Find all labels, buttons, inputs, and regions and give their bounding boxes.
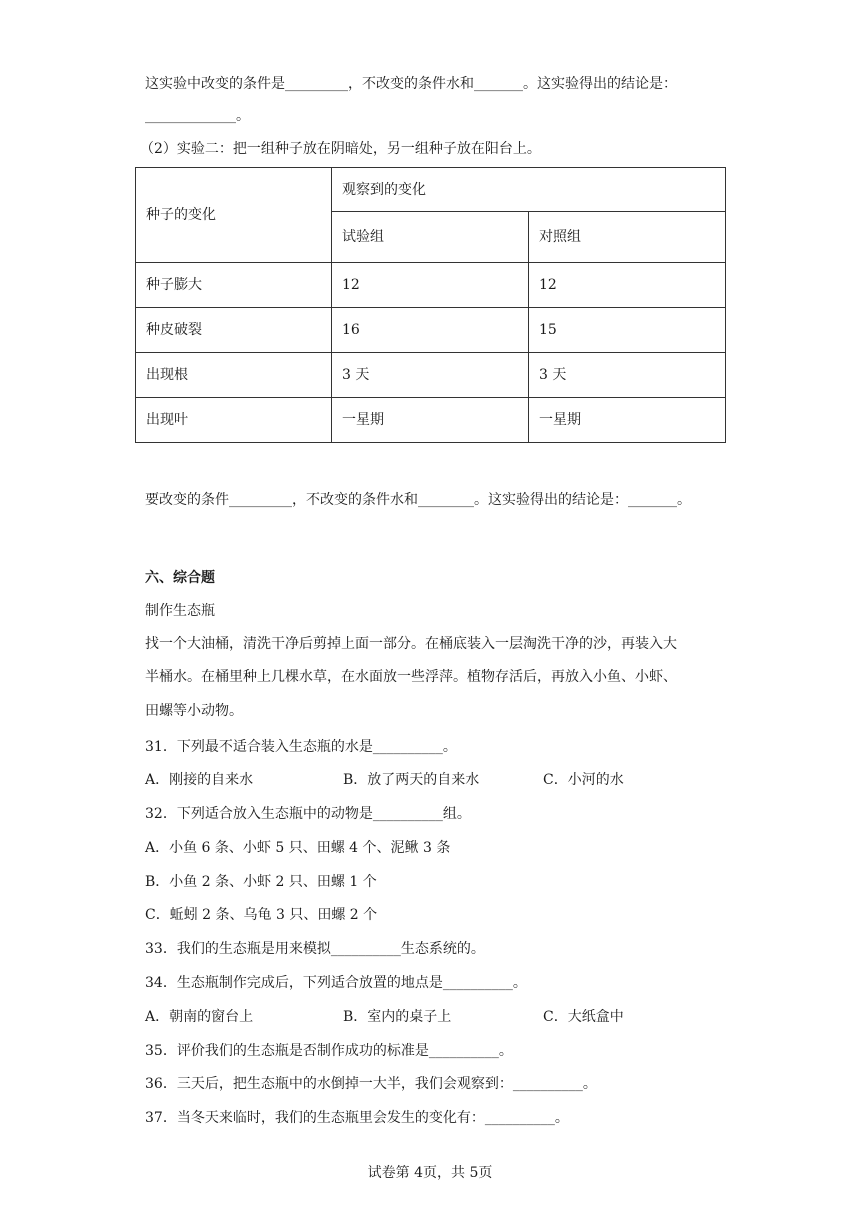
question-31: 31．下列最不适合装入生态瓶的水是__________。 bbox=[145, 739, 457, 755]
question-34: 34．生态瓶制作完成后，下列适合放置的地点是__________。 bbox=[145, 975, 527, 991]
table-col-control: 对照组 bbox=[529, 212, 726, 263]
question-36: 36．三天后，把生态瓶中的水倒掉一大半，我们会观察到：__________。 bbox=[145, 1076, 597, 1092]
q34-option-b: B．室内的桌子上 bbox=[343, 1009, 452, 1025]
table-row-header: 种子的变化 bbox=[136, 168, 332, 263]
row-test-value: 12 bbox=[332, 263, 529, 308]
q32-option-b: B．小鱼 2 条、小虾 2 只、田螺 1 个 bbox=[145, 874, 377, 890]
row-label: 种子膨大 bbox=[136, 263, 332, 308]
row-label: 种皮破裂 bbox=[136, 308, 332, 353]
row-test-value: 16 bbox=[332, 308, 529, 353]
row-label: 出现根 bbox=[136, 353, 332, 398]
table-col-test: 试验组 bbox=[332, 212, 529, 263]
row-control-value: 15 bbox=[529, 308, 726, 353]
row-test-value: 一星期 bbox=[332, 398, 529, 443]
row-label: 出现叶 bbox=[136, 398, 332, 443]
question-32: 32．下列适合放入生态瓶中的动物是__________组。 bbox=[145, 806, 471, 822]
exp1-conclusion-line2: _____________。 bbox=[145, 108, 250, 124]
table-group-header: 观察到的变化 bbox=[332, 168, 726, 212]
q31-option-a: A．刚接的自来水 bbox=[145, 772, 254, 788]
row-control-value: 12 bbox=[529, 263, 726, 308]
table-row bbox=[136, 308, 726, 353]
question-35: 35．评价我们的生态瓶是否制作成功的标准是__________。 bbox=[145, 1043, 513, 1059]
exp2-conclusion: 要改变的条件_________，不改变的条件水和________。这实验得出的结论是：_______。 bbox=[145, 492, 691, 508]
q34-option-c: C．大纸盒中 bbox=[543, 1009, 624, 1025]
table-row bbox=[136, 353, 726, 398]
passage-line: 半桶水。在桶里种上几棵水草，在水面放一些浮萍。植物存活后，再放入小鱼、小虾、 bbox=[145, 669, 677, 685]
exp1-conclusion-line1: 这实验中改变的条件是_________，不改变的条件水和_______。这实验得出的结论是： bbox=[145, 76, 677, 92]
section-heading: 六、综合题 bbox=[145, 570, 215, 586]
row-control-value: 3 天 bbox=[529, 353, 726, 398]
table-row bbox=[136, 398, 726, 443]
question-33: 33．我们的生态瓶是用来模拟__________生态系统的。 bbox=[145, 941, 485, 957]
section-subtitle: 制作生态瓶 bbox=[145, 603, 215, 619]
passage-line: 田螺等小动物。 bbox=[145, 703, 243, 719]
question-37: 37．当冬天来临时，我们的生态瓶里会发生的变化有：__________。 bbox=[145, 1110, 569, 1126]
q32-option-c: C．蚯蚓 2 条、乌龟 3 只、田螺 2 个 bbox=[145, 907, 378, 923]
q32-option-a: A．小鱼 6 条、小虾 5 只、田螺 4 个、泥鳅 3 条 bbox=[145, 840, 451, 856]
row-test-value: 3 天 bbox=[332, 353, 529, 398]
table-row bbox=[136, 263, 726, 308]
passage-line: 找一个大油桶，清洗干净后剪掉上面一部分。在桶底装入一层淘洗干净的沙，再装入大 bbox=[145, 636, 677, 652]
experiment-table bbox=[135, 167, 726, 443]
q31-option-c: C．小河的水 bbox=[543, 772, 624, 788]
row-control-value: 一星期 bbox=[529, 398, 726, 443]
q34-option-a: A．朝南的窗台上 bbox=[145, 1009, 254, 1025]
page-footer: 试卷第 4页，共 5页 bbox=[367, 1165, 493, 1181]
q31-option-b: B．放了两天的自来水 bbox=[343, 772, 480, 788]
exp2-title: （2）实验二：把一组种子放在阴暗处，另一组种子放在阳台上。 bbox=[140, 141, 541, 157]
